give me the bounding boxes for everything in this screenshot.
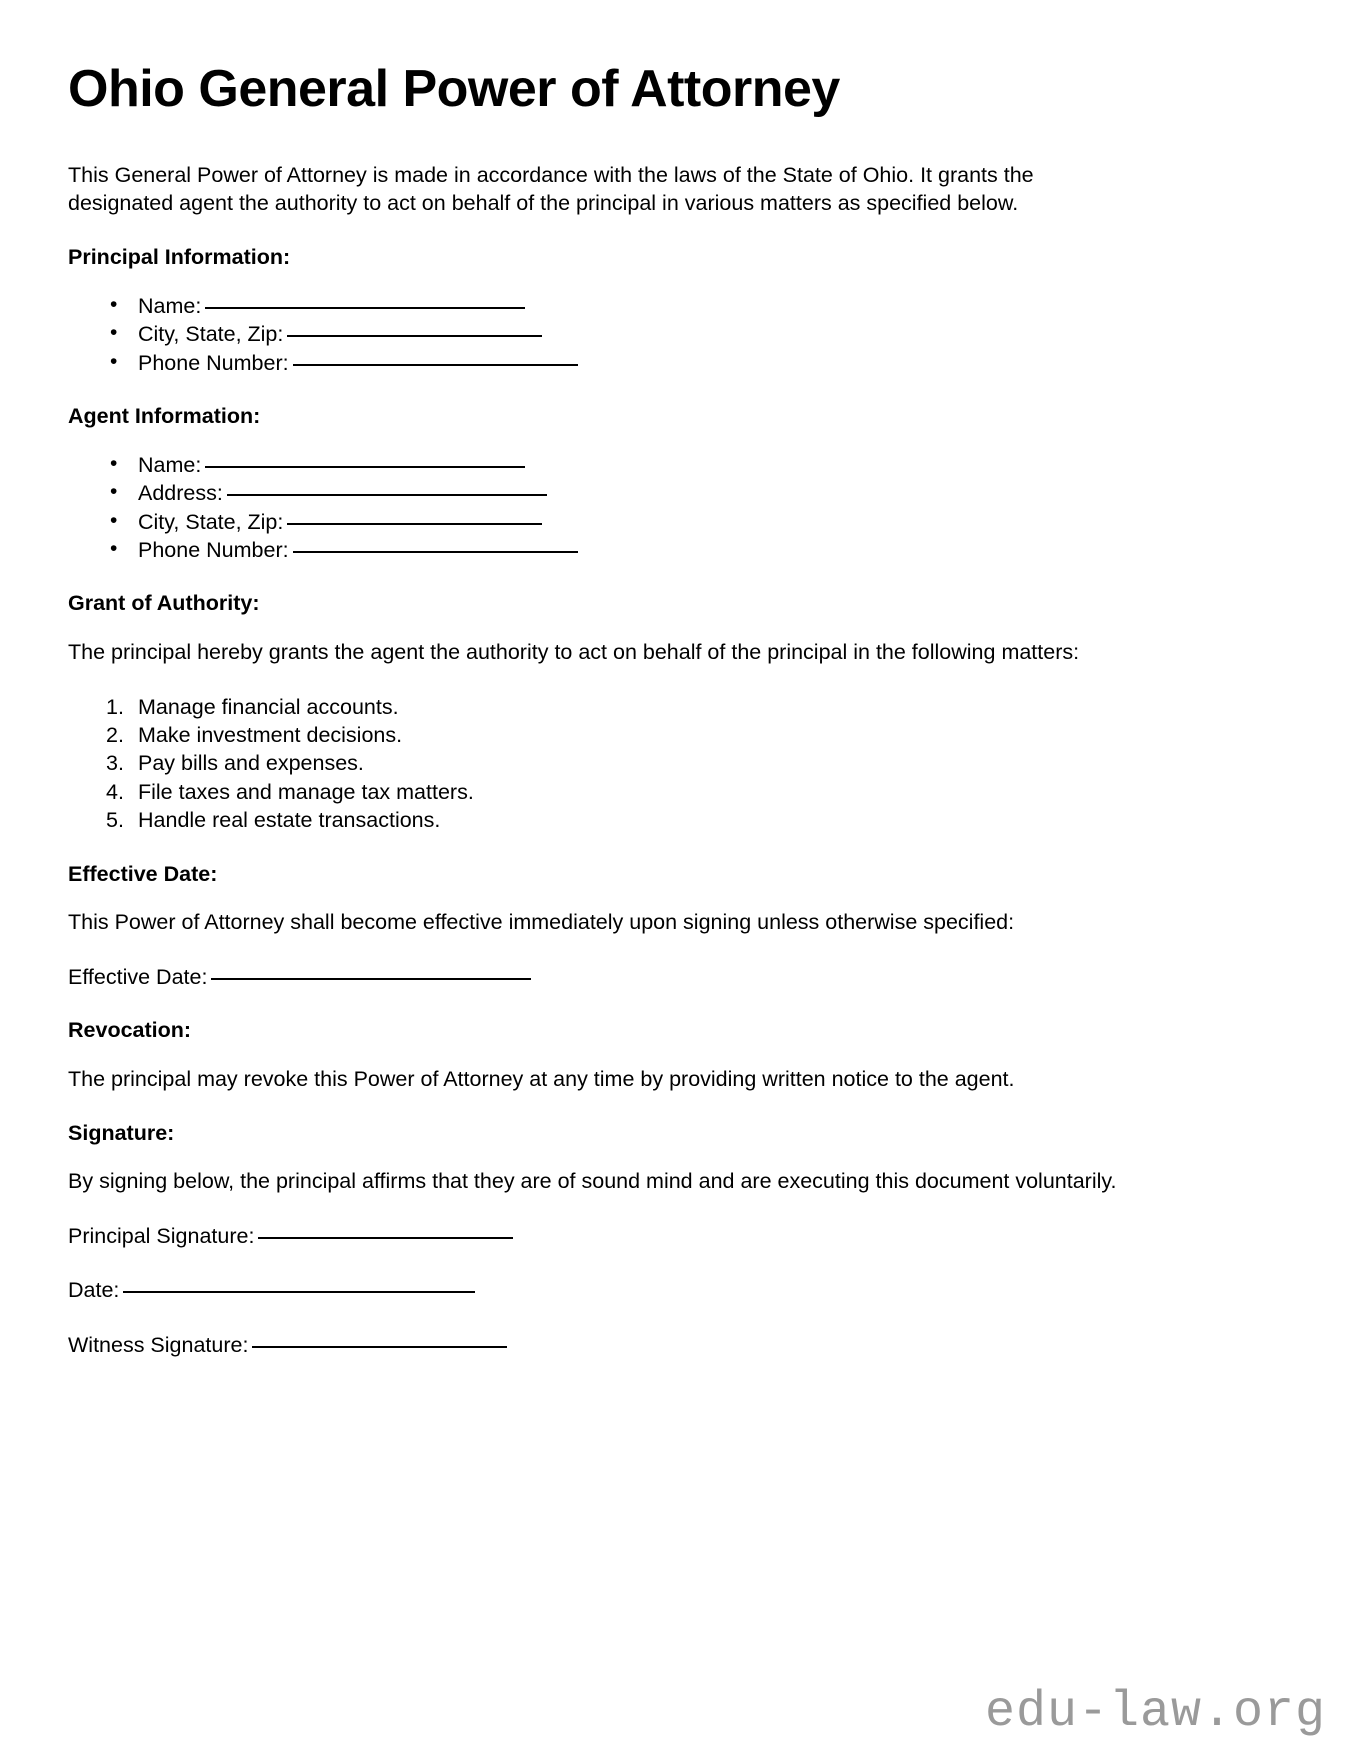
field-label: Phone Number: bbox=[138, 537, 289, 562]
principal-information-fields bbox=[68, 292, 1138, 377]
fill-in-blank[interactable] bbox=[293, 350, 578, 366]
list-item bbox=[138, 536, 1138, 564]
site-watermark: edu-law.org bbox=[984, 1684, 1326, 1741]
fill-in-blank[interactable] bbox=[123, 1277, 475, 1293]
section-heading-signature: Signature: bbox=[68, 1120, 175, 1145]
field-label: City, State, Zip: bbox=[138, 322, 284, 347]
list-item bbox=[138, 320, 1138, 348]
list-item bbox=[138, 508, 1138, 536]
witness-signature-field bbox=[68, 1331, 1138, 1359]
section-heading-agent-information: Agent Information: bbox=[68, 403, 261, 428]
list-item: Pay bills and expenses. bbox=[138, 751, 364, 776]
list-item: File taxes and manage tax matters. bbox=[138, 779, 474, 804]
section-heading-principal-information: Principal Information: bbox=[68, 244, 291, 269]
fill-in-blank[interactable] bbox=[227, 480, 547, 496]
effective-date-body: This Power of Attorney shall become effective immediately upon signing unless otherwise specified: bbox=[68, 910, 1015, 935]
section-heading-effective-date: Effective Date: bbox=[68, 861, 218, 886]
list-item bbox=[138, 349, 1138, 377]
field-label: Principal Signature: bbox=[68, 1223, 255, 1248]
fill-in-blank[interactable] bbox=[293, 537, 578, 553]
fill-in-blank[interactable] bbox=[287, 321, 542, 337]
fill-in-blank[interactable] bbox=[287, 509, 542, 525]
grant-of-authority-list bbox=[68, 693, 1138, 835]
field-label: Name: bbox=[138, 452, 202, 477]
list-item: Handle real estate transactions. bbox=[138, 808, 441, 833]
effective-date-field bbox=[68, 963, 1138, 991]
field-label: Witness Signature: bbox=[68, 1332, 249, 1357]
field-label: Phone Number: bbox=[138, 350, 289, 375]
field-label: City, State, Zip: bbox=[138, 509, 284, 534]
signature-date-field bbox=[68, 1276, 1138, 1304]
list-item: Make investment decisions. bbox=[138, 723, 403, 748]
intro-paragraph: This General Power of Attorney is made in accordance with the laws of the State of Ohio. It grants the designated agent the authority to act on behalf of the principal in various matters as specified below. bbox=[68, 163, 1034, 216]
list-item bbox=[138, 479, 1138, 507]
list-item bbox=[138, 292, 1138, 320]
field-label: Date: bbox=[68, 1278, 120, 1303]
fill-in-blank[interactable] bbox=[252, 1332, 507, 1348]
page-title: Ohio General Power of Attorney bbox=[68, 60, 840, 118]
list-item bbox=[138, 451, 1138, 479]
field-label: Name: bbox=[138, 293, 202, 318]
fill-in-blank[interactable] bbox=[205, 293, 525, 309]
field-label: Address: bbox=[138, 481, 223, 506]
section-heading-grant-of-authority: Grant of Authority: bbox=[68, 591, 260, 616]
agent-information-fields bbox=[68, 451, 1138, 565]
section-heading-revocation: Revocation: bbox=[68, 1018, 192, 1043]
list-item: Manage financial accounts. bbox=[138, 694, 399, 719]
document-body bbox=[68, 62, 1138, 1385]
fill-in-blank[interactable] bbox=[258, 1223, 513, 1239]
field-label: Effective Date: bbox=[68, 964, 208, 989]
principal-signature-field bbox=[68, 1222, 1138, 1250]
grant-of-authority-intro: The principal hereby grants the agent the authority to act on behalf of the principal in the following matters: bbox=[68, 640, 1080, 665]
fill-in-blank[interactable] bbox=[205, 452, 525, 468]
revocation-body: The principal may revoke this Power of Attorney at any time by providing written notice to the agent. bbox=[68, 1067, 1015, 1092]
signature-body: By signing below, the principal affirms that they are of sound mind and are executing this document voluntarily. bbox=[68, 1169, 1117, 1194]
fill-in-blank[interactable] bbox=[211, 964, 531, 980]
